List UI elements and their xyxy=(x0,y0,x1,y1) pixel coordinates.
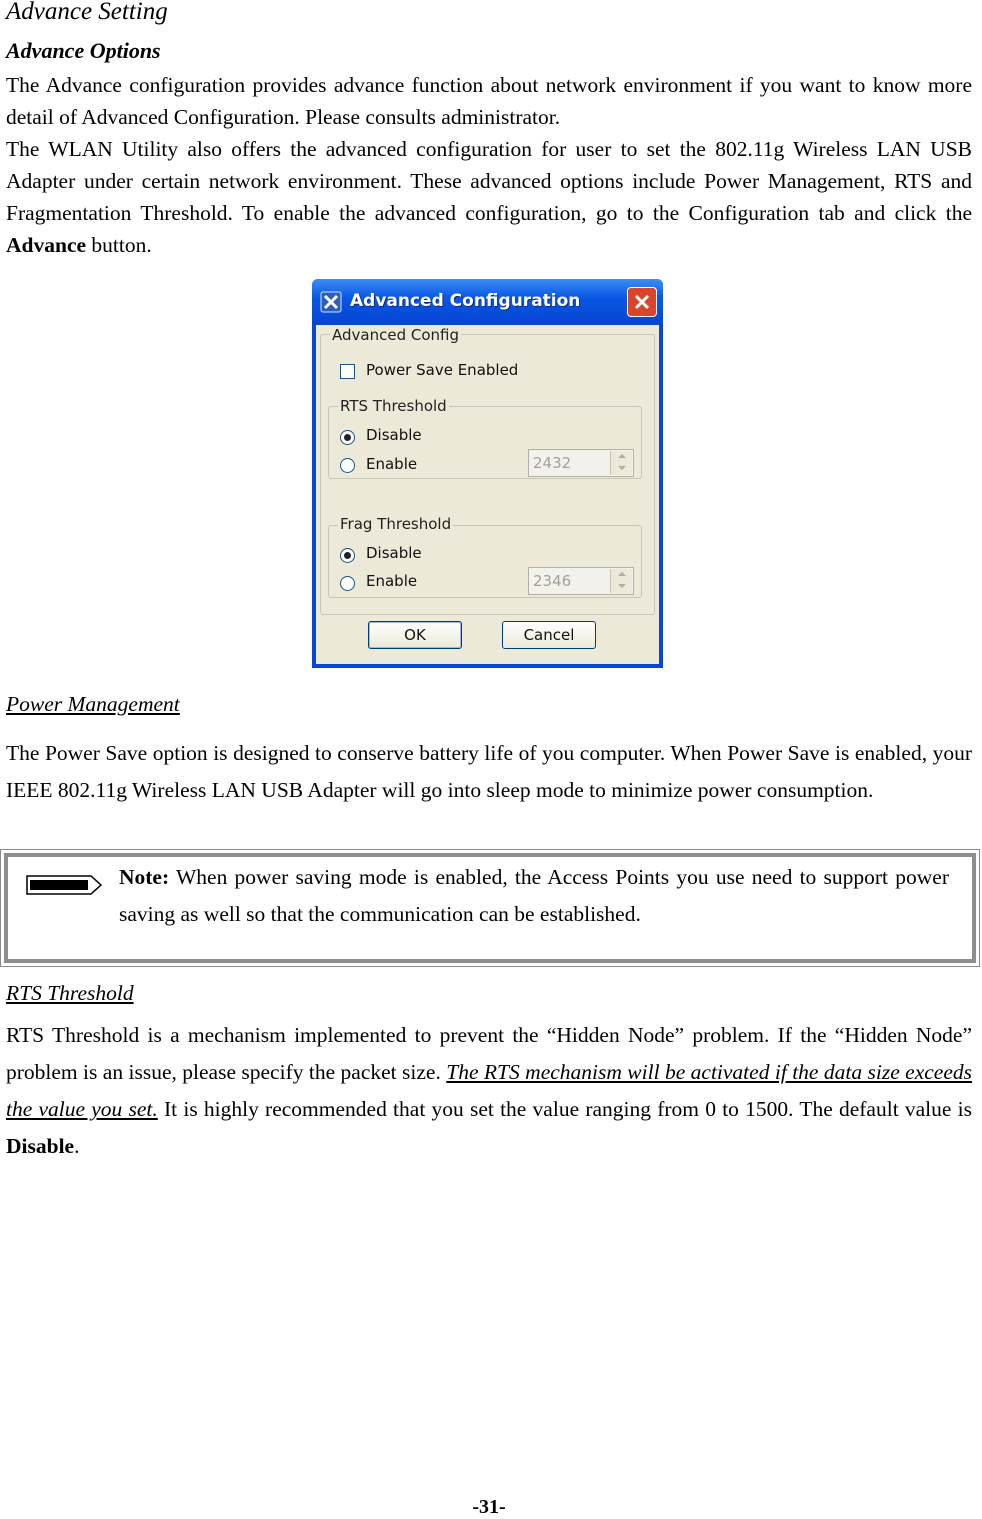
advanced-configuration-dialog xyxy=(312,279,663,668)
rts-threshold-paragraph xyxy=(6,1017,972,1165)
spin-up-icon[interactable] xyxy=(610,569,632,581)
utility-app-icon xyxy=(320,291,342,313)
spin-up-icon[interactable] xyxy=(610,451,632,463)
dialog-title: Advanced Configuration xyxy=(350,291,581,311)
close-icon xyxy=(628,288,656,316)
close-button[interactable] xyxy=(627,287,657,317)
section-heading: Advance Setting xyxy=(6,0,168,25)
rts-text-2: It is highly recommended that you set the value ranging from 0 to 1500. The default value is xyxy=(157,1097,972,1121)
advanced-config-group-label: Advanced Config xyxy=(332,326,459,344)
frag-value-spinner[interactable] xyxy=(528,567,634,595)
subsection-heading: Advance Options xyxy=(6,38,161,63)
arrow-icon xyxy=(25,870,105,900)
page-number: -31- xyxy=(472,1496,506,1518)
note-body: When power saving mode is enabled, the Access Points you use need to support power saving as well so that the communication can be established. xyxy=(119,865,949,926)
note-text xyxy=(119,859,949,933)
rts-enable-label[interactable]: Enable xyxy=(366,455,418,473)
rts-text-1: RTS Threshold is a mechanism implemented to prevent the “Hidden Node” problem. If the “Hidden Node” problem is an issue, please specify the packet size. xyxy=(6,1023,972,1084)
advanced-config-paragraph xyxy=(6,133,972,261)
rts-emphasis: The RTS mechanism will be activated if the data size exceeds the value you set. xyxy=(6,1060,972,1121)
intro-paragraph: The Advance configuration provides advance function about network environment if you want to know more detail of Advanced Configuration. Please consults administrator. xyxy=(6,73,972,129)
paragraph-text: The WLAN Utility also offers the advanced configuration for user to set the 802.11g Wireless LAN USB Adapter under certain network environment. These advanced options include Power Management, RTS and Fragmentation Threshold. To enable the advanced configuration, go to the Configuration tab and click the xyxy=(6,137,972,225)
spin-down-icon[interactable] xyxy=(610,581,632,593)
frag-threshold-group-label: Frag Threshold xyxy=(340,515,452,533)
advance-keyword: Advance xyxy=(6,233,87,257)
dialog-body xyxy=(316,325,659,664)
rts-disable-label[interactable]: Disable xyxy=(366,426,422,444)
frag-disable-label[interactable]: Disable xyxy=(366,544,422,562)
paragraph-text-end: button. xyxy=(86,233,152,257)
frag-enable-radio[interactable] xyxy=(340,576,355,591)
rts-default-value: Disable xyxy=(6,1134,75,1158)
rts-value: 2432 xyxy=(533,454,572,472)
note-box xyxy=(0,849,980,967)
rts-value-spinner[interactable] xyxy=(528,449,634,477)
frag-disable-radio[interactable] xyxy=(340,548,355,563)
power-save-label[interactable]: Power Save Enabled xyxy=(366,361,519,379)
power-management-heading: Power Management xyxy=(6,692,180,716)
power-save-checkbox[interactable] xyxy=(340,364,355,379)
cancel-button[interactable]: Cancel xyxy=(502,621,596,649)
rts-enable-radio[interactable] xyxy=(340,458,355,473)
spin-down-icon[interactable] xyxy=(610,463,632,475)
dialog-titlebar[interactable] xyxy=(312,279,663,325)
rts-threshold-heading: RTS Threshold xyxy=(6,981,134,1005)
note-label: Note: xyxy=(119,865,170,889)
rts-threshold-group-label: RTS Threshold xyxy=(340,397,447,415)
frag-value: 2346 xyxy=(533,572,572,590)
ok-button[interactable]: OK xyxy=(368,621,462,649)
frag-enable-label[interactable]: Enable xyxy=(366,572,418,590)
power-management-paragraph: The Power Save option is designed to conserve battery life of you computer. When Power Save is enabled, your IEEE 802.11g Wireless LAN USB Adapter will go into sleep mode to minimize power consumption. xyxy=(6,741,972,802)
rts-disable-radio[interactable] xyxy=(340,430,355,445)
rts-text-end: . xyxy=(74,1134,80,1158)
